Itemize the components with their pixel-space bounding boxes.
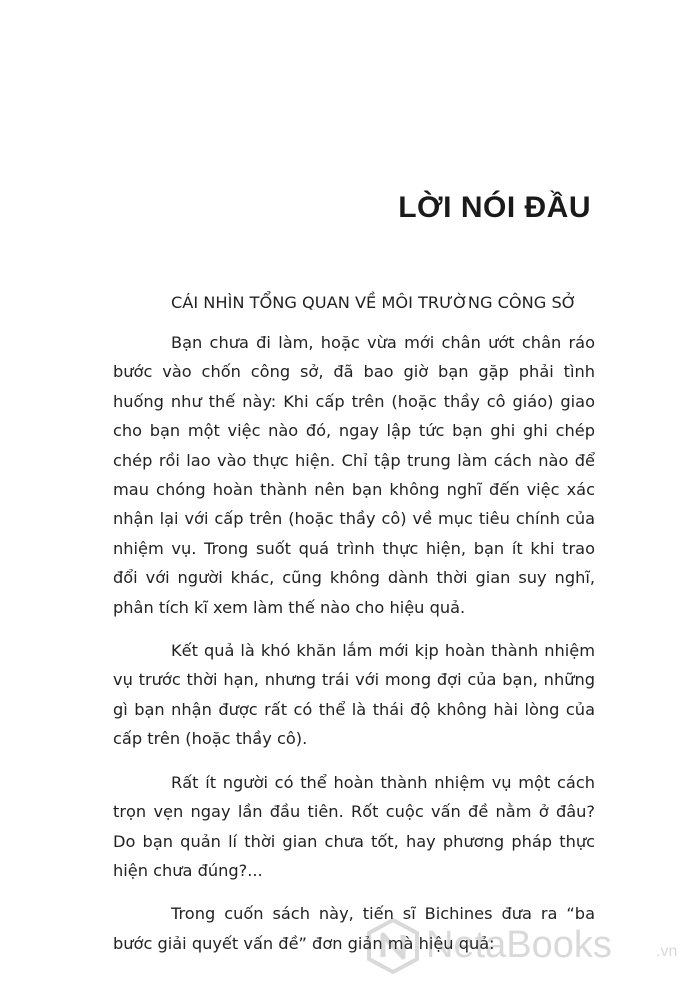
watermark-tld: .vn: [656, 943, 678, 960]
netabooks-logo-icon: [364, 917, 422, 975]
page-content: [113, 290, 595, 972]
paragraph-2: Kết quả là khó khăn lắm mới kịp hoàn thành nhiệm vụ trước thời hạn, nhưng trái với mong đợi của bạn, những gì bạn nhận được rất có thể là thái độ không hài lòng của cấp trên (hoặc thầy cô).: [113, 641, 595, 749]
page-title: LỜI NÓI ĐẦU: [398, 191, 591, 224]
watermark-brand: NetaBooks: [426, 924, 612, 966]
paragraph-3: Rất ít người có thể hoàn thành nhiệm vụ một cách trọn vẹn ngay lần đầu tiên. Rốt cuộc vấn đề nằm ở đâu? Do bạn quản lí thời gian chưa tốt, hay phương pháp thực hiện chưa đúng?...: [113, 772, 595, 880]
section-heading: CÁI NHÌN TỔNG QUAN VỀ MÔI TRƯỜNG CÔNG SỞ: [171, 293, 577, 312]
watermark: [364, 917, 684, 975]
paragraph-1: Bạn chưa đi làm, hoặc vừa mới chân ướt chân ráo bước vào chốn công sở, đã bao giờ bạn gặp phải tình huống như thế này: Khi cấp trên (hoặc thầy cô giáo) giao cho bạn một việc nào đó, ngay lập tức bạn ghi ghi chép chép rồi lao vào thực hiện. Chỉ tập trung làm cách nào để mau chóng hoàn thành nên bạn không nghĩ đến việc xác nhận lại với cấp trên (hoặc thầy cô) về mục tiêu chính của nhiệm vụ. Trong suốt quá trình thực hiện, bạn ít khi trao đổi với người khác, cũng không dành thời gian suy nghĩ, phân tích kĩ xem làm thế nào cho hiệu quả.: [113, 333, 595, 617]
paragraph-4: Trong cuốn sách này, tiến sĩ Bichines đưa ra “ba bước giải quyết vấn đề” đơn giản mà hiệu quả:: [113, 904, 595, 953]
